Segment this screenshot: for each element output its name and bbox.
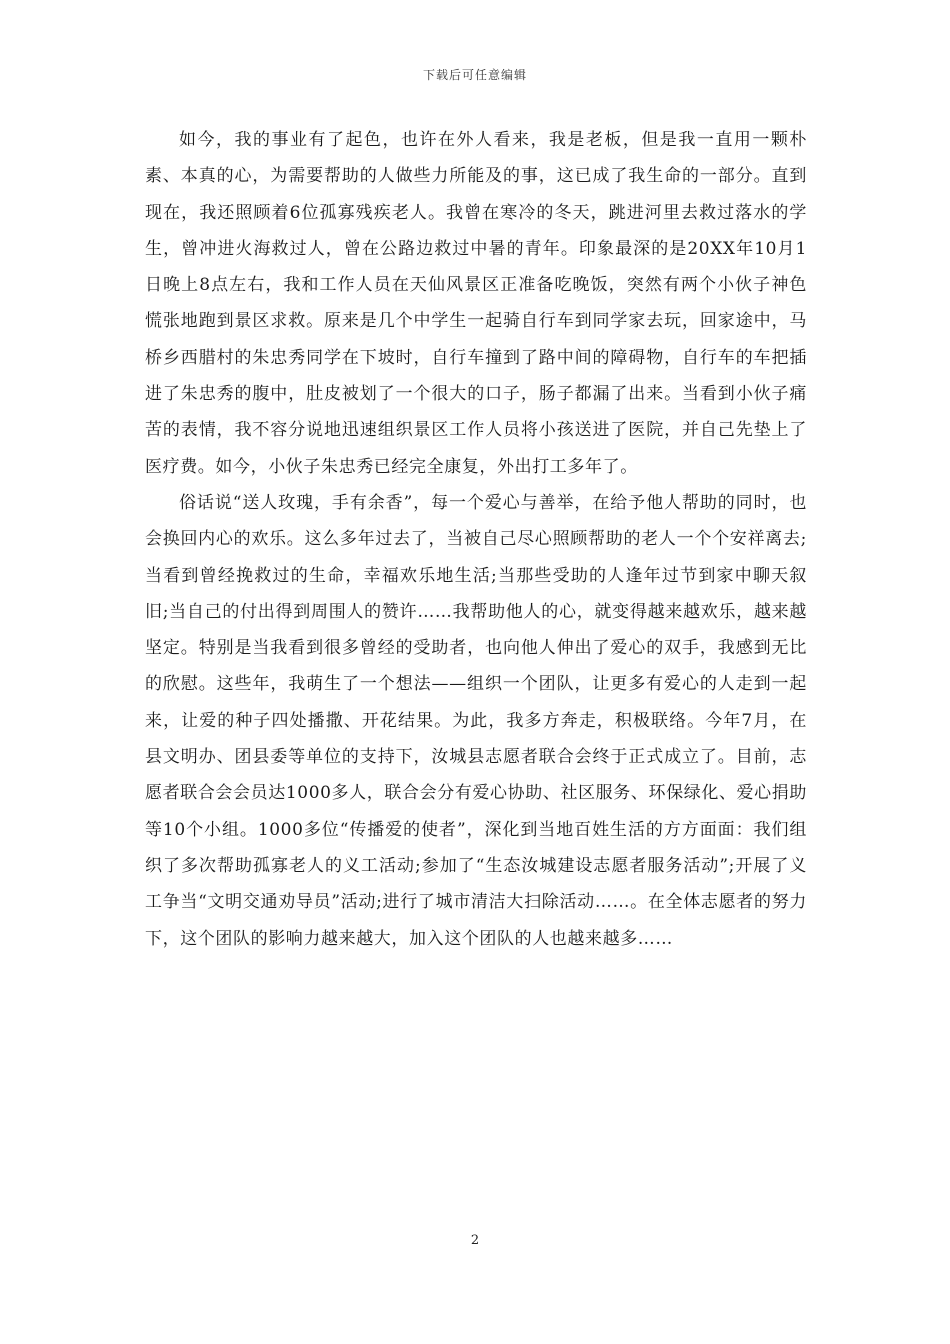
page-header: 下载后可任意编辑: [422, 68, 527, 82]
paragraph-1: 如今，我的事业有了起色，也许在外人看来，我是老板，但是我一直用一颗朴素、本真的心，为需要帮助的人做些力所能及的事，这已成了我生命的一部分。直到现在，我还照顾着6位孤寡残疾老人。我曾在寒冷的冬天，跳进河里去救过落水的学生，曾冲进火海救过人，曾在公路边救过中暑的青年。印象最深的是20XX年10月1日晚上8点左右，我和工作人员在天仙风景区正准备吃晚饭，突然有两个小伙子神色慌张地跑到景区求救。原来是几个中学生一起骑自行车到同学家去玩，回家途中，马桥乡西腊村的朱忠秀同学在下坡时，自行车撞到了路中间的障碍物，自行车的车把插进了朱忠秀的腹中，肚皮被划了一个很大的口子，肠子都漏了出来。当看到小伙子痛苦的表情，我不容分说地迅速组织景区工作人员将小孩送进了医院，并自己先垫上了医疗费。如今，小伙子朱忠秀已经完全康复，外出打工多年了。: [145, 130, 807, 477]
paragraph-2: 俗话说“送人玫瑰，手有余香”，每一个爱心与善举，在给予他人帮助的同时，也会换回内心的欢乐。这么多年过去了，当被自己尽心照顾帮助的老人一个个安祥离去;当看到曾经挽救过的生命，幸福欢乐地生活;当那些受助的人逢年过节到家中聊天叙旧;当自己的付出得到周围人的赞许……我帮助他人的心，就变得越来越欢乐，越来越坚定。特别是当我看到很多曾经的受助者，也向他人伸出了爱心的双手，我感到无比的欣慰。这些年，我萌生了一个想法——组织一个团队，让更多有爱心的人走到一起来，让爱的种子四处播撒、开花结果。为此，我多方奔走，积极联络。今年7月，在县文明办、团县委等单位的支持下，汝城县志愿者联合会终于正式成立了。目前，志愿者联合会会员达1000多人，联合会分有爱心协助、社区服务、环保绿化、爱心捐助等10个小组。1000多位“传播爱的使者”，深化到当地百姓生活的方方面面：我们组织了多次帮助孤寡老人的义工活动;参加了“生态汝城建设志愿者服务活动”;开展了义工争当“文明交通劝导员”活动;进行了城市清洁大扫除活动……。在全体志愿者的努力下，这个团队的影响力越来越大，加入这个团队的人也越来越多……: [145, 492, 807, 949]
document-body: [145, 122, 807, 957]
page-number: 2: [470, 1233, 480, 1248]
